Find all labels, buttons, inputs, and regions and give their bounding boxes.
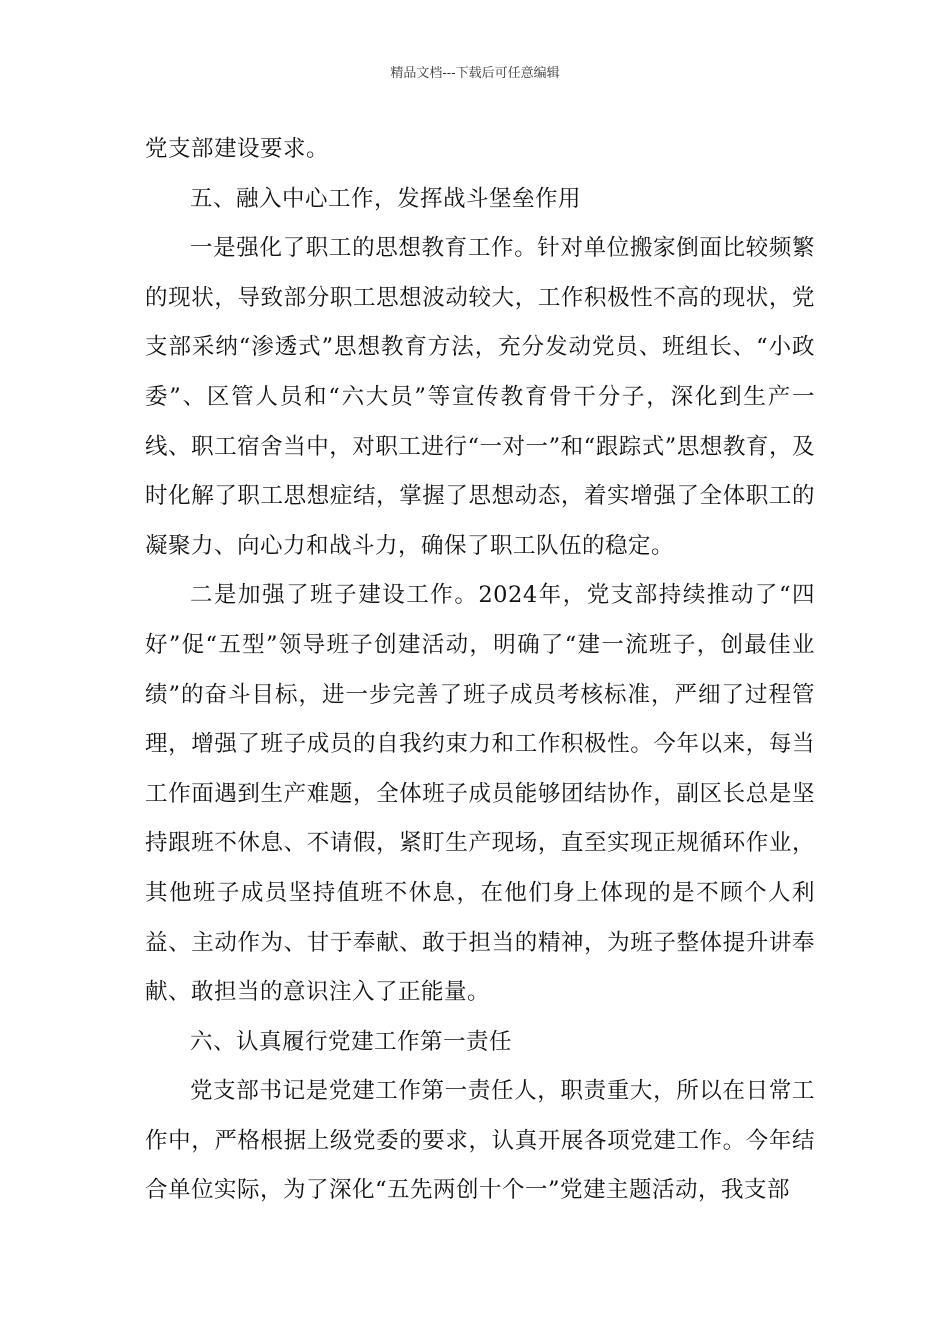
page-header: 精品文档---下载后可任意编辑 — [390, 66, 560, 81]
paragraph-ideological-education: 一是强化了职工的思想教育工作。针对单位搬家倒面比较频繁的现状，导致部分职工思想波动较大，工作积极性不高的现状，党支部采纳“渗透式”思想教育方法，充分发动党员、班组长、“小政委”、区管人员和“六大员”等宣传教育骨干分子，深化到生产一线、职工宿舍当中，对职工进行“一对一”和“跟踪式”思想教育，及时化解了职工思想症结，掌握了思想动态，着实增强了全体职工的凝聚力、向心力和战斗力，确保了职工队伍的稳定。 — [145, 235, 815, 559]
section-heading-6: 六、认真履行党建工作第一责任 — [190, 1028, 513, 1055]
paragraph-team-building: 二是加强了班子建设工作。2024年，党支部持续推动了“四好”促“五型”领导班子创建活动，明确了“建一流班子，创最佳业绩”的奋斗目标，进一步完善了班子成员考核标准，严细了过程管理，增强了班子成员的自我约束力和工作积极性。今年以来，每当工作面遇到生产难题，全体班子成员能够团结协作，副区长总是坚持跟班不休息、不请假，紧盯生产现场，直至实现正规循环作业，其他班子成员坚持值班不休息，在他们身上体现的是不顾个人利益、主动作为、甘于奉献、敢于担当的精神，为班子整体提升讲奉献、敢担当的意识注入了正能量。 — [145, 582, 815, 1006]
paragraph-party-secretary: 党支部书记是党建工作第一责任人，职责重大，所以在日常工作中，严格根据上级党委的要求，认真开展各项党建工作。今年结合单位实际，为了深化“五先两创十个一”党建主题活动，我支部 — [145, 1078, 815, 1204]
document-body — [145, 125, 815, 1216]
paragraph-continuation: 党支部建设要求。 — [145, 136, 330, 162]
section-heading-5: 五、融入中心工作，发挥战斗堡垒作用 — [190, 185, 582, 212]
